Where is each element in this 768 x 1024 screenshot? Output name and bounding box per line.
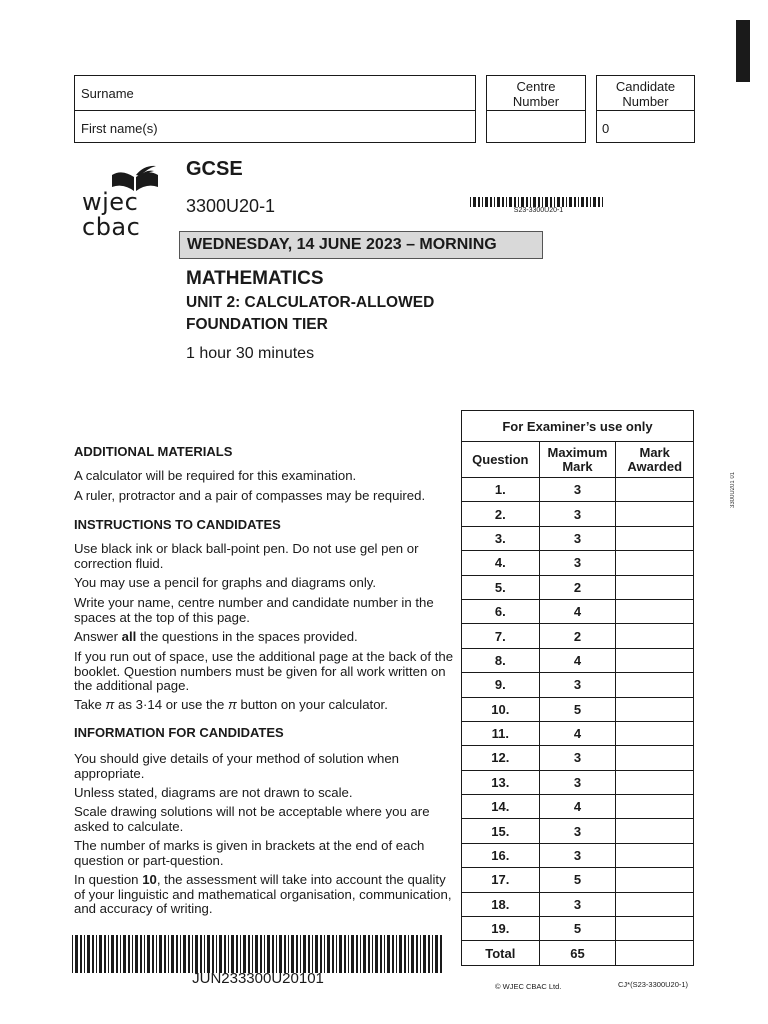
barcode-bar bbox=[380, 935, 382, 973]
barcode-bar bbox=[212, 935, 214, 973]
max-mark-line2: Mark bbox=[562, 458, 593, 474]
barcode-bar bbox=[92, 935, 94, 973]
instruction-item: You may use a pencil for graphs and diagrams only. bbox=[74, 575, 377, 590]
barcode-bar bbox=[192, 935, 193, 973]
barcode-bar bbox=[526, 197, 528, 207]
question-number: 12. bbox=[462, 746, 540, 770]
barcode-bar bbox=[240, 935, 241, 973]
table-row bbox=[462, 624, 694, 648]
barcode-bar bbox=[231, 935, 234, 973]
barcode-bar bbox=[344, 935, 346, 973]
table-row bbox=[462, 917, 694, 941]
barcode-bar bbox=[183, 935, 186, 973]
information-item: Unless stated, diagrams are not drawn to scale. bbox=[74, 785, 353, 800]
column-header-question: Question bbox=[462, 442, 540, 478]
column-header-mark-awarded bbox=[616, 442, 694, 478]
candidate-number-value: 0 bbox=[602, 121, 610, 136]
instruction-emphasis: all bbox=[121, 629, 137, 644]
mark-awarded-cell[interactable] bbox=[616, 551, 694, 575]
question-number: 6. bbox=[462, 599, 540, 623]
instruction-text: as 3·14 or use the bbox=[114, 697, 229, 712]
barcode-bar bbox=[423, 935, 426, 973]
instructions-heading: INSTRUCTIONS TO CANDIDATES bbox=[74, 517, 281, 532]
barcode-bar bbox=[156, 935, 157, 973]
max-mark: 5 bbox=[539, 868, 616, 892]
barcode-bar bbox=[180, 935, 181, 973]
barcode-bar bbox=[408, 935, 409, 973]
question-number: 10. bbox=[462, 697, 540, 721]
information-item: You should give details of your method of solution when appropriate. bbox=[74, 751, 400, 781]
instruction-item bbox=[74, 698, 454, 713]
barcode-bar bbox=[348, 935, 349, 973]
instruction-item: Write your name, centre number and candidate number in the spaces at the top of this page. bbox=[74, 595, 434, 625]
mark-awarded-cell[interactable] bbox=[616, 599, 694, 623]
table-row bbox=[462, 526, 694, 550]
question-number: 16. bbox=[462, 843, 540, 867]
total-label: Total bbox=[462, 941, 540, 965]
paper-code: 3300U20-1 bbox=[186, 196, 276, 216]
information-emphasis: 10 bbox=[142, 872, 157, 887]
barcode-bar bbox=[96, 935, 97, 973]
barcode-bar bbox=[171, 935, 174, 973]
examiner-table-title: For Examiner’s use only bbox=[462, 411, 694, 442]
barcode-bar bbox=[236, 935, 238, 973]
barcode-bar bbox=[514, 197, 516, 207]
barcode-bar bbox=[372, 935, 373, 973]
barcode-bar bbox=[569, 197, 572, 207]
table-row bbox=[462, 868, 694, 892]
column-header-max-mark bbox=[539, 442, 616, 478]
barcode-bar bbox=[315, 935, 318, 973]
additional-materials-item: A calculator will be required for this examination. bbox=[74, 468, 357, 483]
barcode-bar bbox=[557, 197, 560, 207]
barcode-bar bbox=[87, 935, 90, 973]
max-mark: 3 bbox=[539, 770, 616, 794]
mark-awarded-cell[interactable] bbox=[616, 746, 694, 770]
barcode-bar bbox=[140, 935, 142, 973]
mark-awarded-cell[interactable] bbox=[616, 478, 694, 502]
side-code-line1: 3300U201 bbox=[730, 480, 736, 508]
barcode-bar bbox=[518, 197, 519, 207]
candidate-number-header bbox=[596, 75, 695, 111]
barcode-bar bbox=[300, 935, 301, 973]
instruction-item: Use black ink or black ball-point pen. Do not use gel pen or correction fluid. bbox=[74, 541, 419, 571]
barcode-bar bbox=[72, 935, 73, 973]
instruction-item: If you run out of space, use the additional page at the back of the booklet. Question numbers must be given for all work written on the additional page. bbox=[74, 649, 454, 693]
centre-number-field[interactable] bbox=[486, 110, 586, 143]
centre-number-header bbox=[486, 75, 586, 111]
barcode-bar bbox=[554, 197, 555, 207]
max-mark: 3 bbox=[539, 502, 616, 526]
question-number: 11. bbox=[462, 721, 540, 745]
mark-awarded-cell[interactable] bbox=[616, 575, 694, 599]
barcode-bar bbox=[144, 935, 145, 973]
information-item: The number of marks is given in brackets at the end of each question or part-question. bbox=[74, 838, 425, 868]
mark-awarded-cell[interactable] bbox=[616, 673, 694, 697]
barcode-bar bbox=[288, 935, 289, 973]
barcode-bar bbox=[593, 197, 596, 207]
barcode-bar bbox=[332, 935, 334, 973]
table-row bbox=[462, 770, 694, 794]
barcode-bar bbox=[159, 935, 162, 973]
table-row bbox=[462, 575, 694, 599]
barcode-bar bbox=[521, 197, 524, 207]
first-name-label: First name(s) bbox=[81, 121, 158, 136]
table-row bbox=[462, 746, 694, 770]
barcode-bar bbox=[164, 935, 166, 973]
mark-awarded-cell[interactable] bbox=[616, 843, 694, 867]
max-mark: 4 bbox=[539, 721, 616, 745]
barcode-bar bbox=[356, 935, 358, 973]
barcode-bar bbox=[586, 197, 588, 207]
barcode-bar bbox=[152, 935, 154, 973]
information-heading: INFORMATION FOR CANDIDATES bbox=[74, 725, 284, 740]
mark-awarded-cell[interactable] bbox=[616, 721, 694, 745]
qualification: GCSE bbox=[186, 158, 243, 180]
barcode-bar bbox=[228, 935, 229, 973]
max-mark-line1: Maximum bbox=[547, 444, 608, 460]
max-mark: 3 bbox=[539, 746, 616, 770]
barcode-bar bbox=[147, 935, 150, 973]
barcode-bar bbox=[123, 935, 126, 973]
barcode-bar bbox=[132, 935, 133, 973]
barcode-bar bbox=[204, 935, 205, 973]
max-mark: 3 bbox=[539, 478, 616, 502]
mark-awarded-cell[interactable] bbox=[616, 819, 694, 843]
question-number: 5. bbox=[462, 575, 540, 599]
table-row bbox=[462, 673, 694, 697]
barcode-bar bbox=[248, 935, 250, 973]
logo-wjec: wjec bbox=[82, 188, 139, 216]
barcode-bar bbox=[219, 935, 222, 973]
question-number: 3. bbox=[462, 526, 540, 550]
surname-field[interactable] bbox=[74, 75, 476, 111]
barcode-bar bbox=[404, 935, 406, 973]
barcode-bar bbox=[494, 197, 495, 207]
barcode-bar bbox=[470, 197, 471, 207]
mark-awarded-cell[interactable] bbox=[616, 502, 694, 526]
barcode-bar bbox=[566, 197, 567, 207]
unit-title: UNIT 2: CALCULATOR-ALLOWED bbox=[186, 294, 435, 311]
additional-materials-item: A ruler, protractor and a pair of compasses may be required. bbox=[74, 488, 426, 503]
barcode-bar bbox=[303, 935, 306, 973]
subject-title: MATHEMATICS bbox=[186, 268, 324, 289]
barcode-bar bbox=[243, 935, 246, 973]
max-mark: 3 bbox=[539, 673, 616, 697]
mark-awarded-cell[interactable] bbox=[616, 770, 694, 794]
max-mark: 3 bbox=[539, 892, 616, 916]
question-number: 9. bbox=[462, 673, 540, 697]
barcode-bar bbox=[506, 197, 507, 207]
barcode-bar bbox=[116, 935, 118, 973]
logo-cbac: cbac bbox=[82, 213, 141, 241]
mark-awarded-cell[interactable] bbox=[616, 526, 694, 550]
barcode-bar bbox=[502, 197, 504, 207]
barcode-bar bbox=[368, 935, 370, 973]
max-mark: 3 bbox=[539, 843, 616, 867]
table-row bbox=[462, 721, 694, 745]
barcode-bar bbox=[562, 197, 564, 207]
page-edge-marker bbox=[736, 20, 750, 82]
question-number: 17. bbox=[462, 868, 540, 892]
max-mark: 4 bbox=[539, 795, 616, 819]
question-number: 14. bbox=[462, 795, 540, 819]
barcode-bar bbox=[490, 197, 492, 207]
barcode-bar bbox=[435, 935, 438, 973]
table-row bbox=[462, 795, 694, 819]
max-mark: 3 bbox=[539, 526, 616, 550]
barcode-bar bbox=[428, 935, 430, 973]
barcode-bar bbox=[590, 197, 591, 207]
barcode-bar bbox=[312, 935, 313, 973]
barcode-bar bbox=[581, 197, 584, 207]
cj-code: CJ*(S23-3300U20-1) bbox=[618, 980, 689, 989]
candidate-number-label-line1: Candidate bbox=[615, 79, 676, 94]
barcode-bar bbox=[255, 935, 258, 973]
total-awarded-cell[interactable] bbox=[616, 941, 694, 965]
barcode-bar bbox=[200, 935, 202, 973]
barcode-bar bbox=[216, 935, 217, 973]
question-number: 7. bbox=[462, 624, 540, 648]
mark-awarded-cell[interactable] bbox=[616, 917, 694, 941]
mark-awarded-line1: Mark bbox=[639, 444, 670, 460]
barcode-bar bbox=[396, 935, 397, 973]
barcode-bar bbox=[473, 197, 476, 207]
question-number: 4. bbox=[462, 551, 540, 575]
table-row bbox=[462, 843, 694, 867]
pi-symbol: π bbox=[228, 697, 237, 712]
barcode-bar bbox=[440, 935, 442, 973]
barcode-bar bbox=[168, 935, 169, 973]
barcode-bar bbox=[176, 935, 178, 973]
barcode-bar bbox=[411, 935, 414, 973]
barcode-bar bbox=[509, 197, 512, 207]
centre-number-label-line1: Centre bbox=[516, 79, 556, 94]
barcode-bar bbox=[272, 935, 274, 973]
information-item bbox=[74, 873, 454, 917]
table-row bbox=[462, 502, 694, 526]
mark-awarded-cell[interactable] bbox=[616, 648, 694, 672]
mark-awarded-cell[interactable] bbox=[616, 868, 694, 892]
barcode-bar bbox=[75, 935, 78, 973]
candidate-number-label-line2: Number bbox=[622, 94, 669, 109]
barcode-bar bbox=[80, 935, 82, 973]
barcode-bar bbox=[224, 935, 226, 973]
barcode-bar bbox=[375, 935, 378, 973]
question-number: 15. bbox=[462, 819, 540, 843]
barcode-bar bbox=[416, 935, 418, 973]
barcode-bar bbox=[363, 935, 366, 973]
table-row bbox=[462, 697, 694, 721]
barcode-bar bbox=[135, 935, 138, 973]
first-name-field[interactable] bbox=[74, 110, 476, 143]
barcode-bar bbox=[84, 935, 85, 973]
exam-date: WEDNESDAY, 14 JUNE 2023 – MORNING bbox=[179, 231, 543, 259]
candidate-number-field[interactable] bbox=[596, 110, 695, 143]
barcode-bar bbox=[108, 935, 109, 973]
centre-number-label-line2: Number bbox=[512, 94, 560, 109]
max-mark: 5 bbox=[539, 697, 616, 721]
max-mark: 3 bbox=[539, 819, 616, 843]
small-barcode bbox=[470, 197, 607, 207]
barcode-bar bbox=[276, 935, 277, 973]
barcode-bar bbox=[264, 935, 265, 973]
instruction-text: button on your calculator. bbox=[236, 697, 388, 712]
max-mark: 5 bbox=[539, 917, 616, 941]
barcode-bar bbox=[578, 197, 579, 207]
footer-barcode-text: JUN233300U20101 bbox=[192, 970, 324, 987]
surname-label: Surname bbox=[81, 86, 134, 101]
barcode-bar bbox=[351, 935, 354, 973]
barcode-bar bbox=[542, 197, 543, 207]
question-number: 13. bbox=[462, 770, 540, 794]
max-mark: 2 bbox=[539, 575, 616, 599]
barcode-bar bbox=[392, 935, 394, 973]
barcode-bar bbox=[497, 197, 500, 207]
barcode-bar bbox=[485, 197, 488, 207]
barcode-bar bbox=[420, 935, 421, 973]
barcode-bar bbox=[387, 935, 390, 973]
barcode-bar bbox=[598, 197, 600, 207]
examiner-marks-table bbox=[461, 410, 694, 966]
max-mark: 4 bbox=[539, 648, 616, 672]
small-barcode-text: S23-3300U20-1 bbox=[513, 207, 564, 214]
barcode-bar bbox=[99, 935, 102, 973]
additional-materials-heading: ADDITIONAL MATERIALS bbox=[74, 444, 233, 459]
barcode-bar bbox=[324, 935, 325, 973]
exam-duration: 1 hour 30 minutes bbox=[186, 345, 315, 362]
barcode-bar bbox=[188, 935, 190, 973]
mark-awarded-line2: Awarded bbox=[627, 458, 683, 474]
table-row bbox=[462, 599, 694, 623]
barcode-bar bbox=[296, 935, 298, 973]
question-number: 18. bbox=[462, 892, 540, 916]
max-mark: 2 bbox=[539, 624, 616, 648]
barcode-bar bbox=[336, 935, 337, 973]
barcode-bar bbox=[267, 935, 270, 973]
table-row bbox=[462, 648, 694, 672]
barcode-bar bbox=[538, 197, 540, 207]
total-value: 65 bbox=[539, 941, 616, 965]
instruction-text: Answer bbox=[74, 629, 122, 644]
footer-barcode bbox=[72, 935, 444, 973]
barcode-bar bbox=[339, 935, 342, 973]
barcode-bar bbox=[602, 197, 603, 207]
table-row bbox=[462, 551, 694, 575]
question-number: 8. bbox=[462, 648, 540, 672]
question-number: 1. bbox=[462, 478, 540, 502]
information-text: In question bbox=[74, 872, 143, 887]
barcode-bar bbox=[530, 197, 531, 207]
barcode-bar bbox=[128, 935, 130, 973]
question-number: 2. bbox=[462, 502, 540, 526]
barcode-bar bbox=[360, 935, 361, 973]
barcode-bar bbox=[111, 935, 114, 973]
side-code bbox=[730, 468, 742, 508]
barcode-bar bbox=[478, 197, 480, 207]
barcode-bar bbox=[320, 935, 322, 973]
question-number: 19. bbox=[462, 917, 540, 941]
copyright: © WJEC CBAC Ltd. bbox=[495, 982, 562, 991]
barcode-bar bbox=[545, 197, 548, 207]
barcode-bar bbox=[384, 935, 385, 973]
barcode-bar bbox=[550, 197, 552, 207]
max-mark: 4 bbox=[539, 599, 616, 623]
tier-title: FOUNDATION TIER bbox=[186, 316, 328, 333]
mark-awarded-cell[interactable] bbox=[616, 697, 694, 721]
barcode-bar bbox=[574, 197, 576, 207]
barcode-bar bbox=[399, 935, 402, 973]
barcode-bar bbox=[284, 935, 286, 973]
table-row bbox=[462, 892, 694, 916]
barcode-bar bbox=[327, 935, 330, 973]
barcode-bar bbox=[120, 935, 121, 973]
barcode-bar bbox=[195, 935, 198, 973]
table-row bbox=[462, 478, 694, 502]
barcode-bar bbox=[252, 935, 253, 973]
mark-awarded-cell[interactable] bbox=[616, 892, 694, 916]
max-mark: 3 bbox=[539, 551, 616, 575]
barcode-bar bbox=[533, 197, 536, 207]
table-row bbox=[462, 819, 694, 843]
information-text: , the assessment will take into account the quality of your linguistic and mathematical organisation, communication, and accuracy of writing. bbox=[74, 872, 452, 916]
barcode-bar bbox=[482, 197, 483, 207]
barcode-bar bbox=[308, 935, 310, 973]
information-item: Scale drawing solutions will not be acceptable where you are asked to calculate. bbox=[74, 804, 430, 834]
barcode-bar bbox=[432, 935, 433, 973]
side-code-line2: 01 bbox=[730, 471, 736, 479]
instruction-text: Take bbox=[74, 697, 106, 712]
barcode-bar bbox=[279, 935, 282, 973]
barcode-bar bbox=[104, 935, 106, 973]
barcode-bar bbox=[260, 935, 262, 973]
instruction-text: the questions in the spaces provided. bbox=[136, 629, 358, 644]
mark-awarded-cell[interactable] bbox=[616, 795, 694, 819]
barcode-bar bbox=[291, 935, 294, 973]
instruction-item bbox=[74, 630, 454, 645]
pi-symbol: π bbox=[105, 697, 115, 712]
barcode-bar bbox=[207, 935, 210, 973]
mark-awarded-cell[interactable] bbox=[616, 624, 694, 648]
